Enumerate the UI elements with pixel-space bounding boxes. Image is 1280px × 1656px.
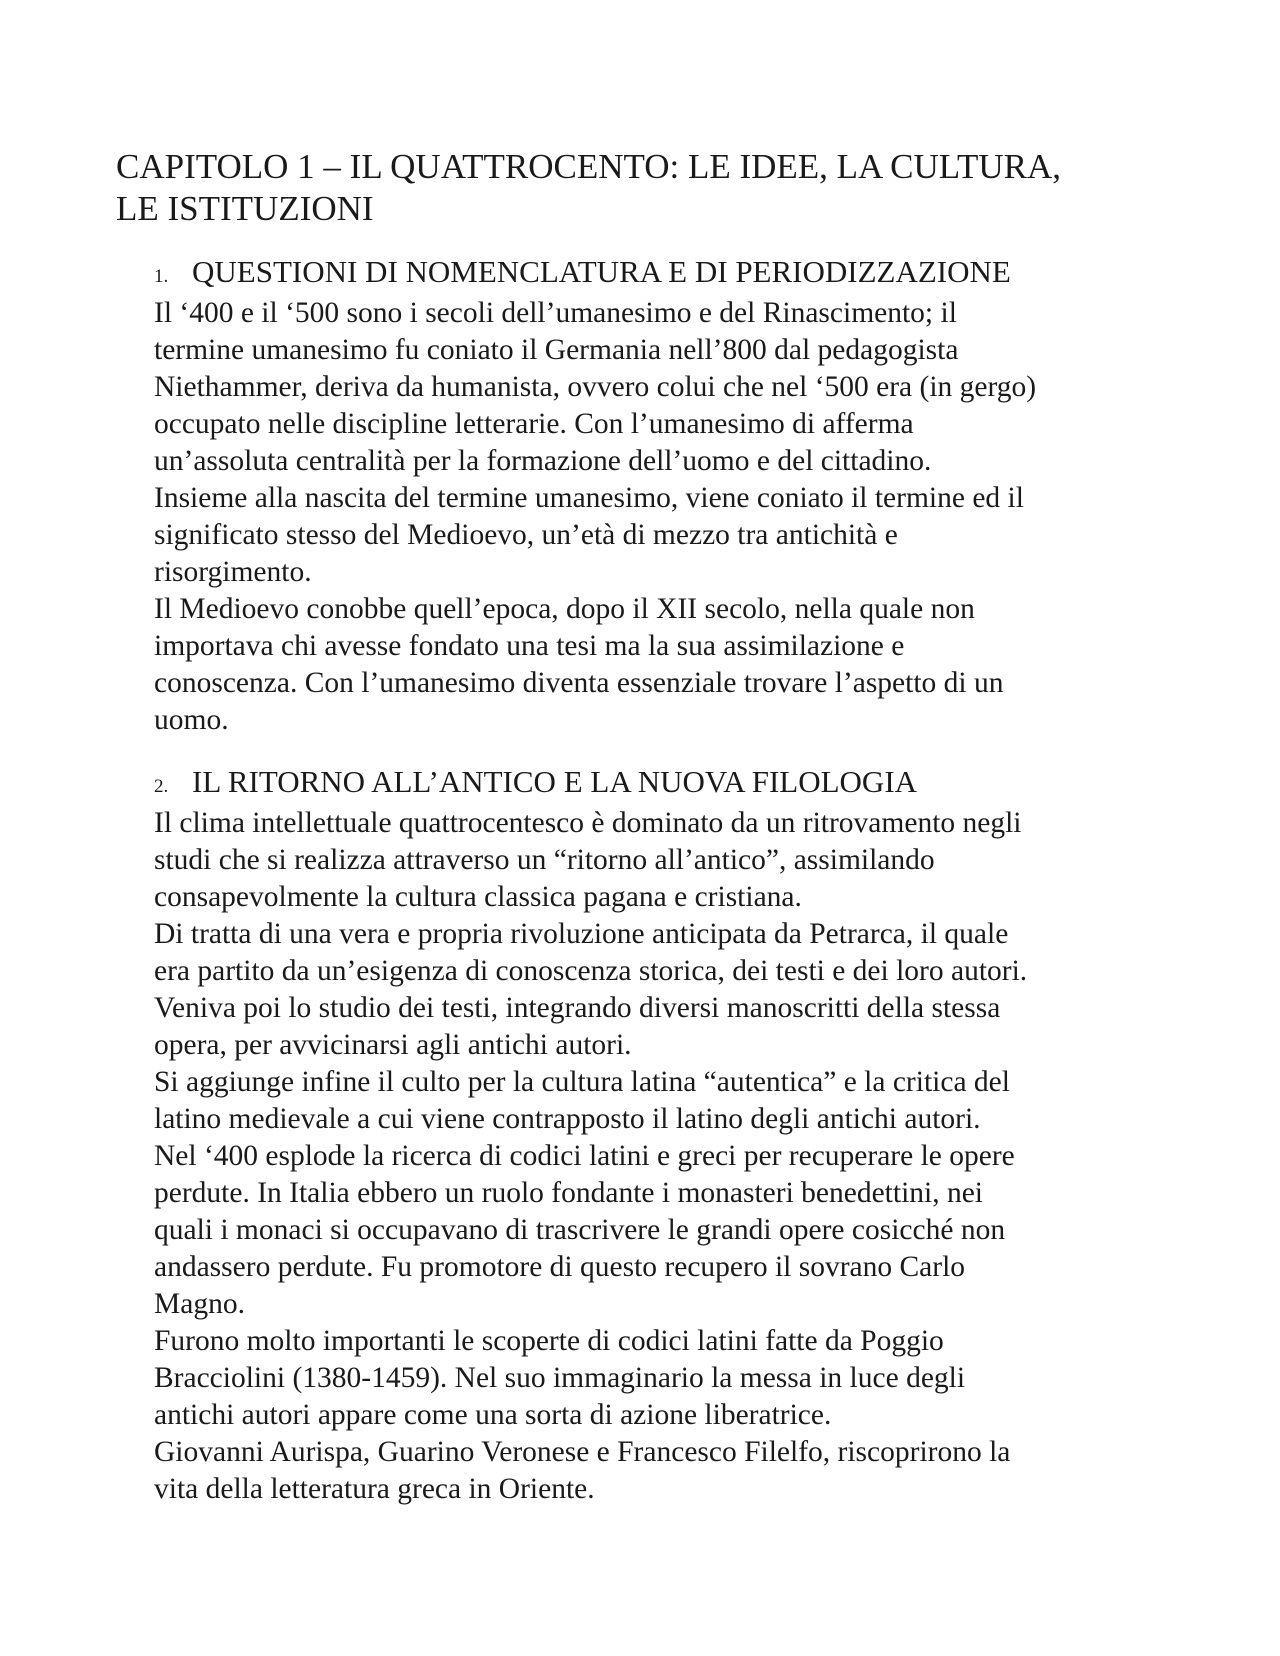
- section-heading: [154, 763, 1164, 805]
- body-line: latino medievale a cui viene contrapposto il latino degli antichi autori.: [154, 1103, 981, 1135]
- body-line: conoscenza. Con l’umanesimo diventa essenziale trovare l’aspetto di un: [154, 667, 1004, 699]
- body-line: antichi autori appare come una sorta di azione liberatrice.: [154, 1399, 832, 1431]
- body-line: vita della letteratura greca in Oriente.: [154, 1473, 595, 1505]
- section-number: 2.: [154, 776, 169, 797]
- body-line: Insieme alla nascita del termine umanesimo, viene coniato il termine ed il: [154, 482, 1024, 514]
- body-line: significato stesso del Medioevo, un’età di mezzo tra antichità e: [154, 519, 898, 551]
- body-line: consapevolmente la cultura classica pagana e cristiana.: [154, 881, 802, 913]
- body-line: Bracciolini (1380-1459). Nel suo immaginario la messa in luce degli: [154, 1362, 966, 1394]
- section-heading: [154, 253, 1164, 295]
- body-line: Di tratta di una vera e propria rivoluzione anticipata da Petrarca, il quale: [154, 918, 1009, 950]
- body-line: termine umanesimo fu coniato il Germania nell’800 dal pedagogista: [154, 334, 959, 366]
- body-line: uomo.: [154, 704, 229, 736]
- body-line: Giovanni Aurispa, Guarino Veronese e Francesco Filelfo, riscoprirono la: [154, 1436, 1011, 1468]
- body-line: un’assoluta centralità per la formazione dell’uomo e del cittadino.: [154, 445, 932, 477]
- section-body: [154, 295, 1164, 739]
- body-line: Nel ‘400 esplode la ricerca di codici latini e greci per recuperare le opere: [154, 1140, 1015, 1172]
- body-line: Furono molto importanti le scoperte di codici latini fatte da Poggio: [154, 1325, 944, 1357]
- body-line: quali i monaci si occupavano di trascrivere le grandi opere cosicché non: [154, 1214, 1006, 1246]
- chapter-title-line: LE ISTITUZIONI: [116, 189, 374, 228]
- body-line: studi che si realizza attraverso un “ritorno all’antico”, assimilando: [154, 844, 935, 876]
- body-line: occupato nelle discipline letterarie. Con l’umanesimo di afferma: [154, 408, 914, 440]
- body-line: Il clima intellettuale quattrocentesco è dominato da un ritrovamento negli: [154, 807, 1022, 839]
- body-line: Il Medioevo conobbe quell’epoca, dopo il XII secolo, nella quale non: [154, 593, 975, 625]
- body-line: importava chi avesse fondato una tesi ma la sua assimilazione e: [154, 630, 905, 662]
- chapter-title: [116, 146, 1176, 230]
- body-line: Si aggiunge infine il culto per la cultura latina “autentica” e la critica del: [154, 1066, 1010, 1098]
- body-line: opera, per avvicinarsi agli antichi autori.: [154, 1029, 632, 1061]
- body-line: andassero perdute. Fu promotore di questo recupero il sovrano Carlo: [154, 1251, 966, 1283]
- section-heading-text: QUESTIONI DI NOMENCLATURA E DI PERIODIZZAZIONE: [192, 254, 1011, 289]
- section-ritorno-antico: [154, 763, 1164, 1508]
- body-line: risorgimento.: [154, 556, 312, 588]
- body-line: Niethammer, deriva da humanista, ovvero colui che nel ‘500 era (in gergo): [154, 371, 1037, 403]
- body-line: era partito da un’esigenza di conoscenza storica, dei testi e dei loro autori.: [154, 955, 1028, 987]
- section-number: 1.: [154, 266, 169, 287]
- body-line: Veniva poi lo studio dei testi, integrando diversi manoscritti della stessa: [154, 992, 1001, 1024]
- body-line: Il ‘400 e il ‘500 sono i secoli dell’umanesimo e del Rinascimento; il: [154, 297, 957, 329]
- section-body: [154, 805, 1164, 1508]
- section-heading-text: IL RITORNO ALL’ANTICO E LA NUOVA FILOLOGIA: [192, 764, 918, 799]
- chapter-title-line: CAPITOLO 1 – IL QUATTROCENTO: LE IDEE, LA CULTURA,: [116, 147, 1061, 186]
- body-line: perdute. In Italia ebbero un ruolo fondante i monasteri benedettini, nei: [154, 1177, 983, 1209]
- section-nomenclatura: [154, 253, 1164, 739]
- body-line: Magno.: [154, 1288, 245, 1320]
